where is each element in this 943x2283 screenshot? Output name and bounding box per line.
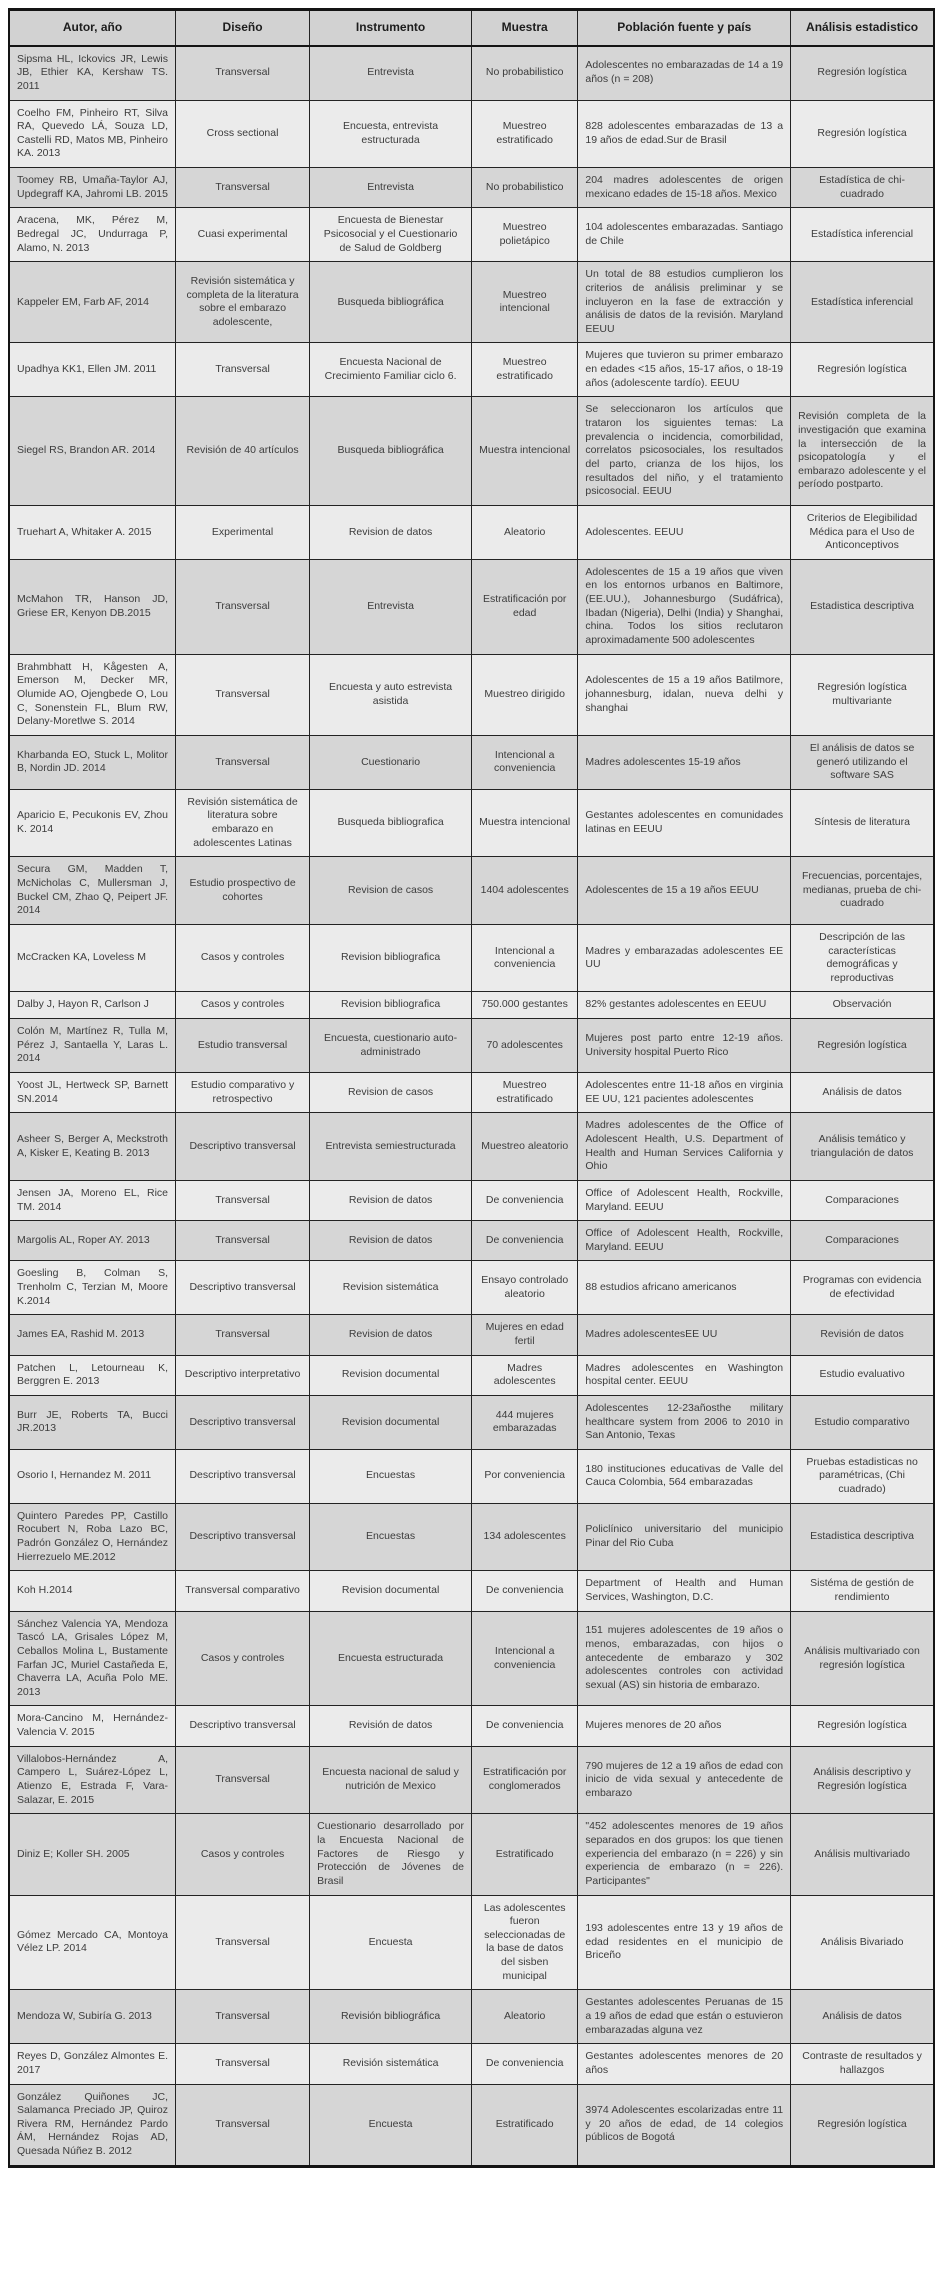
- cell-diseno: Revisión sistemática y completa de la literatura sobre el embarazo adolescente,: [176, 262, 310, 343]
- cell-diseno: Casos y controles: [176, 924, 310, 992]
- cell-diseno: Transversal: [176, 1895, 310, 1990]
- cell-analisis: Estadistica descriptiva: [791, 1503, 934, 1571]
- cell-autor: Mendoza W, Subiría G. 2013: [9, 1990, 176, 2044]
- cell-diseno: Estudio prospectivo de cohortes: [176, 857, 310, 925]
- cell-autor: Burr JE, Roberts TA, Bucci JR.2013: [9, 1395, 176, 1449]
- table-row: [9, 1395, 934, 1449]
- table-row: [9, 924, 934, 992]
- cell-poblacion: 790 mujeres de 12 a 19 años de edad con inicio de vida sexual y antecedente de embarazo: [578, 1746, 791, 1814]
- column-header-instrumento: Instrumento: [310, 10, 472, 46]
- cell-autor: Toomey RB, Umaña-Taylor AJ, Updegraff KA, Jahromi LB. 2015: [9, 168, 176, 208]
- cell-instrumento: Busqueda bibliográfica: [310, 397, 472, 505]
- table-row: [9, 1113, 934, 1181]
- cell-poblacion: Adolescentes de 15 a 19 años Batilmore, johannesburg, idalan, nueva delhi y shanghai: [578, 654, 791, 735]
- cell-diseno: Descriptivo transversal: [176, 1706, 310, 1746]
- cell-diseno: Descriptivo interpretativo: [176, 1355, 310, 1395]
- cell-instrumento: Cuestionario desarrollado por la Encuesta Nacional de Factores de Riesgo y Protección de Jóvenes de Brasil: [310, 1814, 472, 1895]
- cell-muestra: Muestreo intencional: [472, 262, 578, 343]
- cell-poblacion: Policlínico universitario del municipio Pinar del Rio Cuba: [578, 1503, 791, 1571]
- cell-muestra: Madres adolescentes: [472, 1355, 578, 1395]
- cell-autor: Gómez Mercado CA, Montoya Vélez LP. 2014: [9, 1895, 176, 1990]
- cell-autor: Asheer S, Berger A, Meckstroth A, Kisker E, Keating B. 2013: [9, 1113, 176, 1181]
- cell-autor: Mora-Cancino M, Hernández-Valencia V. 2015: [9, 1706, 176, 1746]
- cell-muestra: De conveniencia: [472, 1706, 578, 1746]
- cell-poblacion: Madres y embarazadas adolescentes EE UU: [578, 924, 791, 992]
- cell-analisis: Síntesis de literatura: [791, 789, 934, 857]
- cell-diseno: Transversal: [176, 1990, 310, 2044]
- cell-muestra: Muestreo estratificado: [472, 100, 578, 168]
- table-row: [9, 1990, 934, 2044]
- cell-diseno: Descriptivo transversal: [176, 1449, 310, 1503]
- cell-poblacion: Mujeres post parto entre 12-19 años. University hospital Puerto Rico: [578, 1019, 791, 1073]
- cell-autor: Patchen L, Letourneau K, Berggren E. 2013: [9, 1355, 176, 1395]
- cell-instrumento: Revision de casos: [310, 1073, 472, 1113]
- cell-analisis: Estudio evaluativo: [791, 1355, 934, 1395]
- cell-poblacion: 828 adolescentes embarazadas de 13 a 19 años de edad.Sur de Brasil: [578, 100, 791, 168]
- cell-poblacion: 3974 Adolescentes escolarizadas entre 11 y 20 años de edad, de 14 colegios públicos de Bogotá: [578, 2084, 791, 2166]
- cell-muestra: Intencional a conveniencia: [472, 1611, 578, 1706]
- table-row: [9, 1611, 934, 1706]
- column-header-autor: Autor, año: [9, 10, 176, 46]
- cell-analisis: Comparaciones: [791, 1221, 934, 1261]
- table-row: [9, 735, 934, 789]
- table-row: [9, 559, 934, 654]
- table-row: [9, 100, 934, 168]
- cell-muestra: De conveniencia: [472, 1180, 578, 1220]
- cell-instrumento: Encuesta, entrevista estructurada: [310, 100, 472, 168]
- cell-instrumento: Encuestas: [310, 1449, 472, 1503]
- cell-poblacion: Gestantes adolescentes menores de 20 años: [578, 2044, 791, 2084]
- cell-diseno: Transversal: [176, 46, 310, 100]
- cell-diseno: Casos y controles: [176, 992, 310, 1019]
- cell-analisis: Regresión logística: [791, 343, 934, 397]
- cell-diseno: Transversal: [176, 1221, 310, 1261]
- cell-analisis: Regresión logística: [791, 2084, 934, 2166]
- cell-autor: Kharbanda EO, Stuck L, Molitor B, Nordin JD. 2014: [9, 735, 176, 789]
- cell-instrumento: Revision de datos: [310, 1180, 472, 1220]
- cell-instrumento: Revision de datos: [310, 1221, 472, 1261]
- table-row: [9, 343, 934, 397]
- table-row: [9, 46, 934, 100]
- cell-diseno: Transversal comparativo: [176, 1571, 310, 1611]
- table-row: [9, 1571, 934, 1611]
- cell-analisis: Programas con evidencia de efectividad: [791, 1261, 934, 1315]
- cell-instrumento: Revisión sistemática: [310, 2044, 472, 2084]
- cell-instrumento: Encuesta y auto estrevista asistida: [310, 654, 472, 735]
- cell-analisis: Análisis de datos: [791, 1990, 934, 2044]
- cell-muestra: Muestreo estratificado: [472, 343, 578, 397]
- cell-autor: McCracken KA, Loveless M: [9, 924, 176, 992]
- table-row: [9, 1746, 934, 1814]
- cell-poblacion: 151 mujeres adolescentes de 19 años o menos, embarazadas, con hijos o antecedente de embarazo y 302 adolescentes controles con actividad sexual (AS) sin historia de embarazo.: [578, 1611, 791, 1706]
- cell-muestra: Mujeres en edad fertil: [472, 1315, 578, 1355]
- cell-muestra: De conveniencia: [472, 1571, 578, 1611]
- cell-analisis: Estudio comparativo: [791, 1395, 934, 1449]
- cell-muestra: Muestra intencional: [472, 397, 578, 505]
- table-row: [9, 262, 934, 343]
- studies-table: [8, 8, 935, 2168]
- cell-muestra: 750.000 gestantes: [472, 992, 578, 1019]
- cell-autor: Goesling B, Colman S, Trenholm C, Terzian M, Moore K.2014: [9, 1261, 176, 1315]
- cell-analisis: Análisis de datos: [791, 1073, 934, 1113]
- cell-poblacion: Un total de 88 estudios cumplieron los criterios de análisis preliminar y se incluyeron en la fase de extracción y análisis de datos de la revisión. Maryland EEUU: [578, 262, 791, 343]
- cell-muestra: Intencional a conveniencia: [472, 735, 578, 789]
- cell-instrumento: Revisión de datos: [310, 1706, 472, 1746]
- cell-analisis: Revisión de datos: [791, 1315, 934, 1355]
- cell-autor: Sipsma HL, Ickovics JR, Lewis JB, Ethier KA, Kershaw TS. 2011: [9, 46, 176, 100]
- cell-instrumento: Entrevista semiestructurada: [310, 1113, 472, 1181]
- cell-diseno: Transversal: [176, 559, 310, 654]
- cell-instrumento: Entrevista: [310, 559, 472, 654]
- table-row: [9, 789, 934, 857]
- cell-analisis: Regresión logística: [791, 46, 934, 100]
- cell-poblacion: Adolescentes de 15 a 19 años que viven en los entornos urbanos en Baltimore, (EE.UU.), Johannesburgo (Sudáfrica), Ibadan (Nigeria), Delhi (India) y Shanghai, china. Todos los sitios reclutaron aproximadamente 500 adolescentes: [578, 559, 791, 654]
- table-row: [9, 1315, 934, 1355]
- cell-diseno: Transversal: [176, 654, 310, 735]
- cell-muestra: 444 mujeres embarazadas: [472, 1395, 578, 1449]
- cell-instrumento: Encuesta estructurada: [310, 1611, 472, 1706]
- column-header-poblacion: Población fuente y país: [578, 10, 791, 46]
- cell-analisis: Contraste de resultados y hallazgos: [791, 2044, 934, 2084]
- cell-muestra: Estratificación por edad: [472, 559, 578, 654]
- cell-instrumento: Entrevista: [310, 46, 472, 100]
- cell-instrumento: Entrevista: [310, 168, 472, 208]
- cell-instrumento: Encuesta: [310, 1895, 472, 1990]
- cell-poblacion: 104 adolescentes embarazadas. Santiago de Chile: [578, 208, 791, 262]
- cell-diseno: Revisión sistemática de literatura sobre embarazo en adolescentes Latinas: [176, 789, 310, 857]
- cell-analisis: Regresión logística multivariante: [791, 654, 934, 735]
- cell-poblacion: Madres adolescentesEE UU: [578, 1315, 791, 1355]
- cell-diseno: Transversal: [176, 1180, 310, 1220]
- cell-muestra: Muestreo aleatorio: [472, 1113, 578, 1181]
- table-row: [9, 654, 934, 735]
- cell-diseno: Transversal: [176, 735, 310, 789]
- table-row: [9, 505, 934, 559]
- cell-muestra: Aleatorio: [472, 505, 578, 559]
- cell-instrumento: Encuesta: [310, 2084, 472, 2166]
- cell-diseno: Descriptivo transversal: [176, 1261, 310, 1315]
- cell-autor: Coelho FM, Pinheiro RT, Silva RA, Quevedo LÁ, Souza LD, Castelli RD, Matos MB, Pinheiro KA. 2013: [9, 100, 176, 168]
- cell-poblacion: Adolescentes. EEUU: [578, 505, 791, 559]
- cell-muestra: No probabilistico: [472, 46, 578, 100]
- table-row: [9, 2044, 934, 2084]
- table-row: [9, 208, 934, 262]
- cell-analisis: Análisis Bivariado: [791, 1895, 934, 1990]
- cell-poblacion: 180 instituciones educativas de Valle del Cauca Colombia, 564 embarazadas: [578, 1449, 791, 1503]
- column-header-analisis: Análisis estadistico: [791, 10, 934, 46]
- cell-instrumento: Busqueda bibliografica: [310, 789, 472, 857]
- cell-autor: Upadhya KK1, Ellen JM. 2011: [9, 343, 176, 397]
- table-row: [9, 1814, 934, 1895]
- cell-poblacion: Office of Adolescent Health, Rockville, Maryland. EEUU: [578, 1221, 791, 1261]
- cell-muestra: Intencional a conveniencia: [472, 924, 578, 992]
- cell-poblacion: Mujeres menores de 20 años: [578, 1706, 791, 1746]
- cell-diseno: Transversal: [176, 343, 310, 397]
- cell-diseno: Casos y controles: [176, 1611, 310, 1706]
- cell-muestra: 1404 adolescentes: [472, 857, 578, 925]
- cell-autor: Secura GM, Madden T, McNicholas C, Mullersman J, Buckel CM, Zhao Q, Peipert JF. 2014: [9, 857, 176, 925]
- cell-autor: Diniz E; Koller SH. 2005: [9, 1814, 176, 1895]
- cell-instrumento: Revision documental: [310, 1571, 472, 1611]
- cell-instrumento: Revision sistemática: [310, 1261, 472, 1315]
- cell-muestra: Muestreo polietápico: [472, 208, 578, 262]
- cell-poblacion: Department of Health and Human Services, Washington, D.C.: [578, 1571, 791, 1611]
- cell-diseno: Transversal: [176, 168, 310, 208]
- cell-autor: Siegel RS, Brandon AR. 2014: [9, 397, 176, 505]
- cell-muestra: 134 adolescentes: [472, 1503, 578, 1571]
- cell-analisis: Análisis multivariado: [791, 1814, 934, 1895]
- column-header-muestra: Muestra: [472, 10, 578, 46]
- cell-diseno: Estudio comparativo y retrospectivo: [176, 1073, 310, 1113]
- table-row: [9, 1895, 934, 1990]
- cell-analisis: Regresión logística: [791, 1019, 934, 1073]
- cell-analisis: Pruebas estadisticas no paramétricas, (Chi cuadrado): [791, 1449, 934, 1503]
- cell-instrumento: Revision documental: [310, 1395, 472, 1449]
- cell-instrumento: Cuestionario: [310, 735, 472, 789]
- table-row: [9, 992, 934, 1019]
- cell-diseno: Transversal: [176, 2044, 310, 2084]
- cell-muestra: Estratificado: [472, 2084, 578, 2166]
- cell-instrumento: Revision documental: [310, 1355, 472, 1395]
- cell-poblacion: Adolescentes de 15 a 19 años EEUU: [578, 857, 791, 925]
- table-row: [9, 1221, 934, 1261]
- cell-analisis: Análisis descriptivo y Regresión logística: [791, 1746, 934, 1814]
- cell-autor: Colón M, Martínez R, Tulla M, Pérez J, Santaella Y, Laras L. 2014: [9, 1019, 176, 1073]
- table-row: [9, 2084, 934, 2166]
- cell-autor: Kappeler EM, Farb AF, 2014: [9, 262, 176, 343]
- cell-poblacion: Mujeres que tuvieron su primer embarazo en edades <15 años, 15-17 años, o 18-19 años (adolescente tardío). EEUU: [578, 343, 791, 397]
- cell-autor: Aparicio E, Pecukonis EV, Zhou K. 2014: [9, 789, 176, 857]
- cell-muestra: De conveniencia: [472, 1221, 578, 1261]
- cell-muestra: Muestra intencional: [472, 789, 578, 857]
- cell-poblacion: Madres adolescentes de the Office of Adolescent Health, U.S. Department of Health and Human Services California y Ohio: [578, 1113, 791, 1181]
- cell-diseno: Transversal: [176, 1315, 310, 1355]
- cell-poblacion: Gestantes adolescentes Peruanas de 15 a 19 años de edad que están o estuvieron embarazadas alguna vez: [578, 1990, 791, 2044]
- cell-muestra: De conveniencia: [472, 2044, 578, 2084]
- cell-instrumento: Encuesta de Bienestar Psicosocial y el Cuestionario de Salud de Goldberg: [310, 208, 472, 262]
- cell-diseno: Descriptivo transversal: [176, 1113, 310, 1181]
- cell-autor: James EA, Rashid M. 2013: [9, 1315, 176, 1355]
- cell-muestra: 70 adolescentes: [472, 1019, 578, 1073]
- cell-analisis: Estadística inferencial: [791, 262, 934, 343]
- cell-autor: Brahmbhatt H, Kågesten A, Emerson M, Decker MR, Olumide AO, Ojengbede O, Lou C, Sonenstein FL, Blum RW, Delany-Moretlwe S. 2014: [9, 654, 176, 735]
- table-row: [9, 1019, 934, 1073]
- cell-poblacion: 88 estudios africano americanos: [578, 1261, 791, 1315]
- cell-poblacion: Adolescentes entre 11-18 años en virginia EE UU, 121 pacientes adolescentes: [578, 1073, 791, 1113]
- cell-instrumento: Encuesta Nacional de Crecimiento Familiar ciclo 6.: [310, 343, 472, 397]
- cell-autor: Osorio I, Hernandez M. 2011: [9, 1449, 176, 1503]
- cell-autor: Dalby J, Hayon R, Carlson J: [9, 992, 176, 1019]
- cell-analisis: Sistéma de gestión de rendimiento: [791, 1571, 934, 1611]
- cell-autor: Jensen JA, Moreno EL, Rice TM. 2014: [9, 1180, 176, 1220]
- table-row: [9, 1180, 934, 1220]
- cell-poblacion: 193 adolescentes entre 13 y 19 años de edad residentes en el municipio de Briceño: [578, 1895, 791, 1990]
- cell-poblacion: Gestantes adolescentes en comunidades latinas en EEUU: [578, 789, 791, 857]
- cell-poblacion: 204 madres adolescentes de origen mexicano edades de 15-18 años. Mexico: [578, 168, 791, 208]
- table-row: [9, 1503, 934, 1571]
- cell-diseno: Descriptivo transversal: [176, 1395, 310, 1449]
- cell-muestra: Las adolescentes fueron seleccionadas de la base de datos del sisben municipal: [472, 1895, 578, 1990]
- cell-analisis: Regresión logística: [791, 100, 934, 168]
- cell-muestra: Aleatorio: [472, 1990, 578, 2044]
- cell-autor: Yoost JL, Hertweck SP, Barnett SN.2014: [9, 1073, 176, 1113]
- cell-analisis: Análisis temático y triangulación de datos: [791, 1113, 934, 1181]
- table-row: [9, 168, 934, 208]
- cell-autor: McMahon TR, Hanson JD, Griese ER, Kenyon DB.2015: [9, 559, 176, 654]
- cell-instrumento: Encuesta, cuestionario auto-administrado: [310, 1019, 472, 1073]
- cell-analisis: Descripción de las características demográficas y reproductivas: [791, 924, 934, 992]
- cell-poblacion: Adolescentes no embarazadas de 14 a 19 años (n = 208): [578, 46, 791, 100]
- cell-analisis: Frecuencias, porcentajes, medianas, prueba de chi-cuadrado: [791, 857, 934, 925]
- cell-instrumento: Revision bibliografica: [310, 992, 472, 1019]
- cell-analisis: El análisis de datos se generó utilizando el software SAS: [791, 735, 934, 789]
- header-row: [9, 10, 934, 46]
- cell-diseno: Revisión de 40 artículos: [176, 397, 310, 505]
- cell-diseno: Casos y controles: [176, 1814, 310, 1895]
- cell-muestra: Ensayo controlado aleatorio: [472, 1261, 578, 1315]
- cell-poblacion: Madres adolescentes en Washington hospital center. EEUU: [578, 1355, 791, 1395]
- cell-autor: Reyes D, González Almontes E. 2017: [9, 2044, 176, 2084]
- cell-poblacion: Se seleccionaron los artículos que trataron los siguientes temas: La prevalencia o incidencia, comorbilidad, correlatos psicosociales, los resultados del parto, crianza de los hijos, los resultados del niño, y el tratamiento psicosocial. EEUU: [578, 397, 791, 505]
- cell-diseno: Transversal: [176, 2084, 310, 2166]
- cell-diseno: Cross sectional: [176, 100, 310, 168]
- cell-poblacion: Madres adolescentes 15-19 años: [578, 735, 791, 789]
- cell-muestra: No probabilistico: [472, 168, 578, 208]
- cell-autor: Margolis AL, Roper AY. 2013: [9, 1221, 176, 1261]
- cell-instrumento: Encuestas: [310, 1503, 472, 1571]
- table-row: [9, 1449, 934, 1503]
- cell-muestra: Estratificación por conglomerados: [472, 1746, 578, 1814]
- cell-autor: Truehart A, Whitaker A. 2015: [9, 505, 176, 559]
- table-row: [9, 857, 934, 925]
- cell-autor: Quintero Paredes PP, Castillo Rocubert N, Roba Lazo BC, Padrón González O, Hernández Hierrezuelo ME.2012: [9, 1503, 176, 1571]
- cell-analisis: Estadística de chi-cuadrado: [791, 168, 934, 208]
- cell-instrumento: Revision de datos: [310, 505, 472, 559]
- cell-instrumento: Revisión bibliográfica: [310, 1990, 472, 2044]
- cell-poblacion: "452 adolescentes menores de 19 años separados en dos grupos: los que tienen experiencia del embarazo (n = 226) y sin experiencia de embarazo (n = 226). Participantes": [578, 1814, 791, 1895]
- cell-muestra: Estratificado: [472, 1814, 578, 1895]
- cell-autor: González Quiñones JC, Salamanca Preciado JP, Quiroz Rivera RM, Hernández Pardo ÁM, Hernández Rojas AD, Quesada Núñez B. 2012: [9, 2084, 176, 2166]
- cell-muestra: Muestreo estratificado: [472, 1073, 578, 1113]
- cell-diseno: Descriptivo transversal: [176, 1503, 310, 1571]
- table-row: [9, 1261, 934, 1315]
- cell-autor: Koh H.2014: [9, 1571, 176, 1611]
- cell-poblacion: Adolescentes 12-23añosthe military healthcare system from 2006 to 2010 in San Antonio, Texas: [578, 1395, 791, 1449]
- cell-analisis: Criterios de Elegibilidad Médica para el Uso de Anticonceptivos: [791, 505, 934, 559]
- cell-diseno: Cuasi experimental: [176, 208, 310, 262]
- cell-instrumento: Revision de datos: [310, 1315, 472, 1355]
- cell-autor: Aracena, MK, Pérez M, Bedregal JC, Undurraga P, Alamo, N. 2013: [9, 208, 176, 262]
- cell-instrumento: Revision de casos: [310, 857, 472, 925]
- cell-instrumento: Busqueda bibliográfica: [310, 262, 472, 343]
- cell-analisis: Regresión logística: [791, 1706, 934, 1746]
- cell-analisis: Estadística inferencial: [791, 208, 934, 262]
- table-row: [9, 397, 934, 505]
- cell-diseno: Experimental: [176, 505, 310, 559]
- cell-analisis: Comparaciones: [791, 1180, 934, 1220]
- column-header-diseno: Diseño: [176, 10, 310, 46]
- cell-poblacion: 82% gestantes adolescentes en EEUU: [578, 992, 791, 1019]
- cell-analisis: Observación: [791, 992, 934, 1019]
- cell-instrumento: Revision bibliografica: [310, 924, 472, 992]
- cell-autor: Villalobos-Hernández A, Campero L, Suárez-López L, Atienzo E, Estrada F, Vara-Salazar, E. 2015: [9, 1746, 176, 1814]
- cell-muestra: Por conveniencia: [472, 1449, 578, 1503]
- cell-analisis: Revisión completa de la investigación que examina la intersección de la psicopatología y el embarazo adolescente y el período postparto.: [791, 397, 934, 505]
- cell-poblacion: Office of Adolescent Health, Rockville, Maryland. EEUU: [578, 1180, 791, 1220]
- cell-diseno: Transversal: [176, 1746, 310, 1814]
- cell-analisis: Estadistica descriptiva: [791, 559, 934, 654]
- table-row: [9, 1706, 934, 1746]
- table-row: [9, 1073, 934, 1113]
- cell-autor: Sánchez Valencia YA, Mendoza Tascó LA, Grisales López M, Ceballos Molina L, Bustamente Farfan JC, Muriel Castañeda E, Chaverra LA, Acuña Polo ME. 2013: [9, 1611, 176, 1706]
- table-row: [9, 1355, 934, 1395]
- cell-analisis: Análisis multivariado con regresión logística: [791, 1611, 934, 1706]
- cell-diseno: Estudio transversal: [176, 1019, 310, 1073]
- cell-instrumento: Encuesta nacional de salud y nutrición de Mexico: [310, 1746, 472, 1814]
- cell-muestra: Muestreo dirigido: [472, 654, 578, 735]
